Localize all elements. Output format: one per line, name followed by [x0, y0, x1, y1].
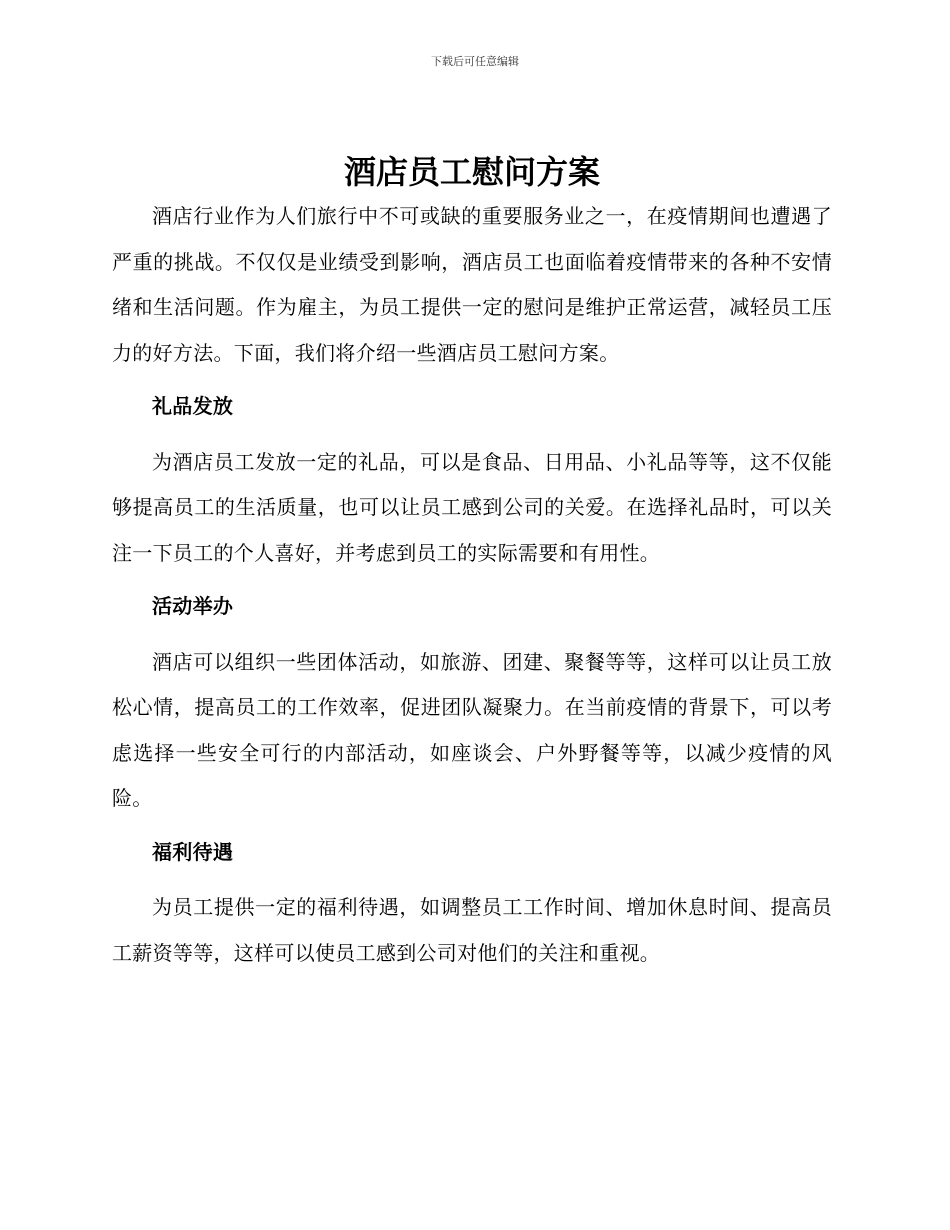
intro-paragraph: 酒店行业作为人们旅行中不可或缺的重要服务业之一，在疫情期间也遭遇了严重的挑战。不仅仅是业绩受到影响，酒店员工也面临着疫情带来的各种不安情绪和生活问题。作为雇主，为员工提供一定的慰问是维护正常运营，减轻员工压力的好方法。下面，我们将介绍一些酒店员工慰问方案。 — [112, 204, 832, 365]
section-heading: 福利待遇 — [152, 839, 234, 864]
section-paragraph: 酒店可以组织一些团体活动，如旅游、团建、聚餐等等，这样可以让员工放松心情，提高员工的工作效率，促进团队凝聚力。在当前疫情的背景下，可以考虑选择一些安全可行的内部活动，如座谈会、户外野餐等等，以减少疫情的风险。 — [112, 649, 832, 810]
section-heading: 礼品发放 — [152, 394, 234, 418]
document-body — [112, 150, 832, 976]
section-paragraph: 为酒店员工发放一定的礼品，可以是食品、日用品、小礼品等等，这不仅能够提高员工的生活质量，也可以让员工感到公司的关爱。在选择礼品时，可以关注一下员工的个人喜好，并考虑到员工的实际需要和有用性。 — [112, 449, 832, 565]
section-benefits — [112, 830, 832, 977]
page-header: 下载后可任意编辑 — [431, 55, 519, 68]
section-heading: 活动举办 — [152, 594, 234, 618]
section-gifts — [112, 384, 832, 576]
section-activities — [112, 584, 832, 822]
section-paragraph: 为员工提供一定的福利待遇，如调整员工工作时间、增加休息时间、提高员工薪资等等，这样可以使员工感到公司对他们的关注和重视。 — [112, 895, 832, 965]
document-title: 酒店员工慰问方案 — [343, 153, 600, 191]
